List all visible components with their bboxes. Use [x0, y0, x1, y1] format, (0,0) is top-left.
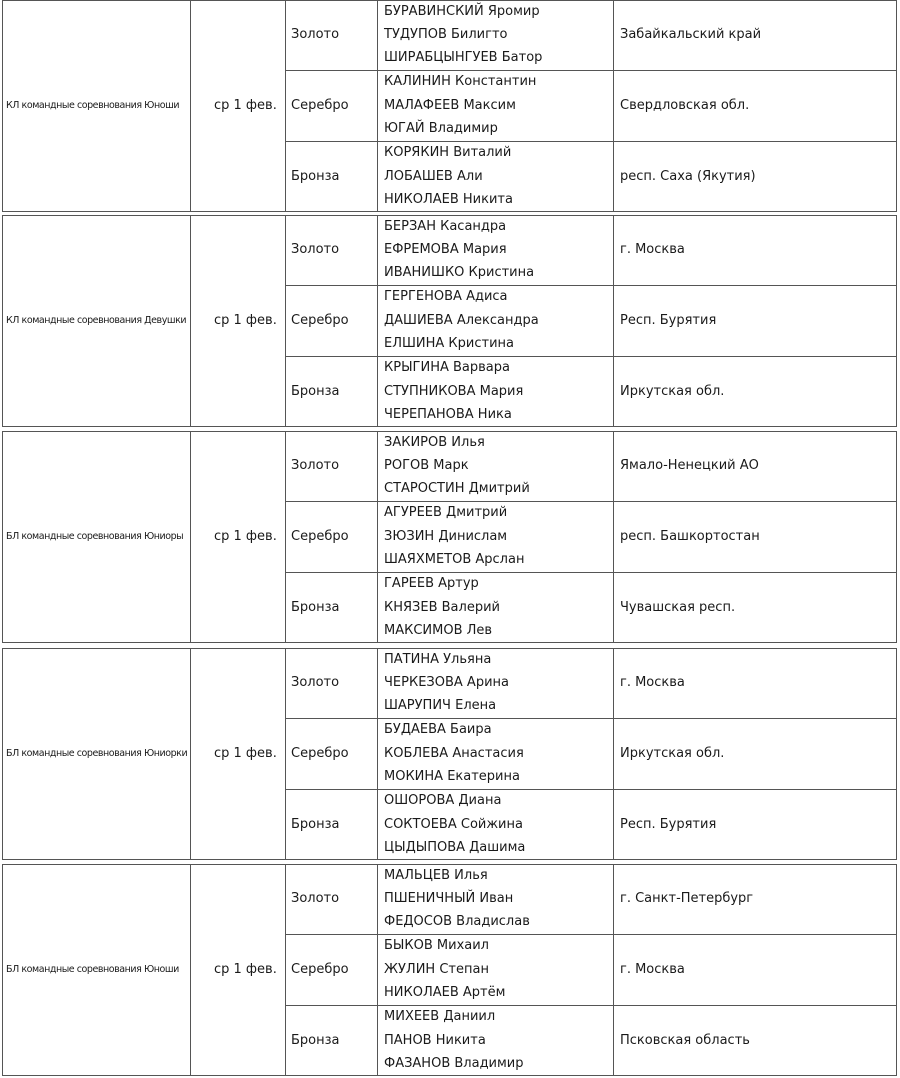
column-divider	[285, 431, 286, 643]
column-divider	[613, 215, 614, 427]
athlete-name: НИКОЛАЕВ Артём	[384, 984, 506, 1000]
athlete-name: АГУРЕЕВ Дмитрий	[384, 505, 508, 521]
column-divider	[285, 648, 286, 860]
column-divider	[377, 648, 378, 860]
athlete-name: НИКОЛАЕВ Никита	[384, 191, 513, 207]
column-divider	[285, 864, 286, 1076]
medal-divider	[285, 572, 897, 573]
medal-label: Золото	[291, 458, 340, 473]
athlete-name: ФЕДОСОВ Владислав	[384, 914, 530, 930]
region-name: Респ. Бурятия	[620, 312, 717, 328]
athlete-name: ЗАКИРОВ Илья	[384, 434, 485, 450]
medal-divider	[285, 70, 897, 71]
column-divider	[285, 215, 286, 427]
athlete-name: ШАРУПИЧ Елена	[384, 698, 497, 714]
medal-label: Золото	[291, 27, 340, 42]
athlete-name: ГЕРГЕНОВА Адиса	[384, 289, 508, 305]
region-name: Забайкальский край	[620, 27, 762, 42]
event-date: ср 1 фев.	[214, 529, 277, 544]
region-name: респ. Саха (Якутия)	[620, 168, 756, 184]
column-divider	[613, 648, 614, 860]
athlete-name: ШИРАБЦЫНГУЕВ Батор	[384, 50, 543, 66]
region-name: Респ. Бурятия	[620, 816, 717, 832]
athlete-name: МОКИНА Екатерина	[384, 768, 520, 784]
athlete-name: БУРАВИНСКИЙ Яромир	[384, 3, 540, 19]
athlete-name: ЦЫДЫПОВА Дашима	[384, 839, 526, 855]
athlete-name: КАЛИНИН Константин	[384, 74, 537, 90]
region-name: Иркутская обл.	[620, 745, 725, 761]
athlete-name: ЕФРЕМОВА Мария	[384, 242, 507, 257]
region-name: Ямало-Ненецкий АО	[620, 458, 759, 473]
athlete-name: ФАЗАНОВ Владимир	[384, 1055, 524, 1071]
athlete-name: СОКТОЕВА Сойжина	[384, 816, 523, 832]
competition-name: КЛ командные соревнования Юноши	[6, 100, 180, 111]
medal-divider	[285, 501, 897, 502]
event-block	[0, 648, 900, 860]
athlete-name: ОШОРОВА Диана	[384, 793, 502, 809]
medal-label: Золото	[291, 675, 340, 690]
athlete-name: ЮГАЙ Владимир	[384, 120, 498, 136]
medal-label: Серебро	[291, 312, 349, 328]
athlete-name: ЖУЛИН Степан	[384, 961, 489, 977]
athlete-name: ЕЛШИНА Кристина	[384, 335, 514, 351]
column-divider	[285, 0, 286, 212]
athlete-name: МАКСИМОВ Лев	[384, 622, 493, 638]
competition-name: КЛ командные соревнования Девушки	[6, 315, 187, 326]
region-name: г. Москва	[620, 961, 685, 977]
medal-label: Серебро	[291, 745, 349, 761]
athlete-name: БЕРЗАН Касандра	[384, 218, 507, 234]
medal-divider	[285, 789, 897, 790]
event-date: ср 1 фев.	[214, 746, 277, 761]
competition-name: БЛ командные соревнования Юноши	[6, 964, 179, 975]
athlete-name: ТУДУПОВ Билигто	[384, 27, 508, 42]
athlete-name: ЛОБАШЕВ Али	[384, 168, 483, 184]
athlete-name: ЧЕРКЕЗОВА Арина	[384, 675, 509, 690]
column-divider	[190, 431, 191, 643]
athlete-name: ШАЯХМЕТОВ Арслан	[384, 551, 525, 567]
medal-divider	[285, 285, 897, 286]
athlete-name: МАЛАФЕЕВ Максим	[384, 97, 516, 113]
column-divider	[613, 431, 614, 643]
column-divider	[190, 864, 191, 1076]
event-block	[0, 431, 900, 643]
column-divider	[377, 431, 378, 643]
column-divider	[377, 864, 378, 1076]
athlete-name: КРЫГИНА Варвара	[384, 360, 510, 376]
athlete-name: БУДАЕВА Баира	[384, 722, 492, 738]
event-block	[0, 864, 900, 1076]
athlete-name: ПАТИНА Ульяна	[384, 651, 492, 667]
column-divider	[190, 0, 191, 212]
event-block	[0, 0, 900, 212]
medal-divider	[285, 934, 897, 935]
medal-divider	[285, 141, 897, 142]
athlete-name: ДАШИЕВА Александра	[384, 312, 539, 328]
medal-label: Золото	[291, 891, 340, 906]
region-name: респ. Башкортостан	[620, 528, 760, 544]
column-divider	[190, 215, 191, 427]
athlete-name: МИХЕЕВ Даниил	[384, 1009, 496, 1025]
medal-divider	[285, 356, 897, 357]
region-name: Псковская область	[620, 1032, 750, 1048]
medal-divider	[285, 718, 897, 719]
column-divider	[377, 215, 378, 427]
athlete-name: ГАРЕЕВ Артур	[384, 576, 479, 592]
medal-label: Бронза	[291, 383, 340, 399]
athlete-name: РОГОВ Марк	[384, 458, 469, 473]
region-name: г. Санкт-Петербург	[620, 891, 754, 906]
medal-label: Бронза	[291, 1032, 340, 1048]
medal-divider	[285, 1005, 897, 1006]
column-divider	[377, 0, 378, 212]
event-block	[0, 215, 900, 427]
medal-label: Золото	[291, 242, 340, 257]
athlete-name: КОБЛЕВА Анастасия	[384, 745, 524, 761]
athlete-name: ПАНОВ Никита	[384, 1032, 486, 1048]
column-divider	[613, 864, 614, 1076]
athlete-name: БЫКОВ Михаил	[384, 938, 489, 954]
region-name: г. Москва	[620, 242, 685, 257]
event-date: ср 1 фев.	[214, 98, 277, 113]
column-divider	[613, 0, 614, 212]
region-name: Свердловская обл.	[620, 97, 750, 113]
medal-label: Серебро	[291, 528, 349, 544]
event-date: ср 1 фев.	[214, 962, 277, 977]
competition-name: БЛ командные соревнования Юниоры	[6, 531, 184, 542]
athlete-name: КОРЯКИН Виталий	[384, 145, 512, 161]
athlete-name: КНЯЗЕВ Валерий	[384, 599, 500, 615]
region-name: Чувашская респ.	[620, 599, 736, 615]
athlete-name: МАЛЬЦЕВ Илья	[384, 867, 488, 883]
athlete-name: ИВАНИШКО Кристина	[384, 265, 535, 281]
region-name: г. Москва	[620, 675, 685, 690]
competition-name: БЛ командные соревнования Юниорки	[6, 748, 188, 759]
column-divider	[190, 648, 191, 860]
medal-label: Серебро	[291, 961, 349, 977]
medal-label: Серебро	[291, 97, 349, 113]
athlete-name: ЗЮЗИН Динислам	[384, 528, 508, 544]
medal-label: Бронза	[291, 599, 340, 615]
medal-label: Бронза	[291, 816, 340, 832]
medal-label: Бронза	[291, 168, 340, 184]
athlete-name: СТАРОСТИН Дмитрий	[384, 481, 530, 497]
event-date: ср 1 фев.	[214, 313, 277, 328]
athlete-name: ЧЕРЕПАНОВА Ника	[384, 406, 512, 422]
athlete-name: ПШЕНИЧНЫЙ Иван	[384, 891, 514, 906]
region-name: Иркутская обл.	[620, 383, 725, 399]
athlete-name: СТУПНИКОВА Мария	[384, 383, 524, 399]
